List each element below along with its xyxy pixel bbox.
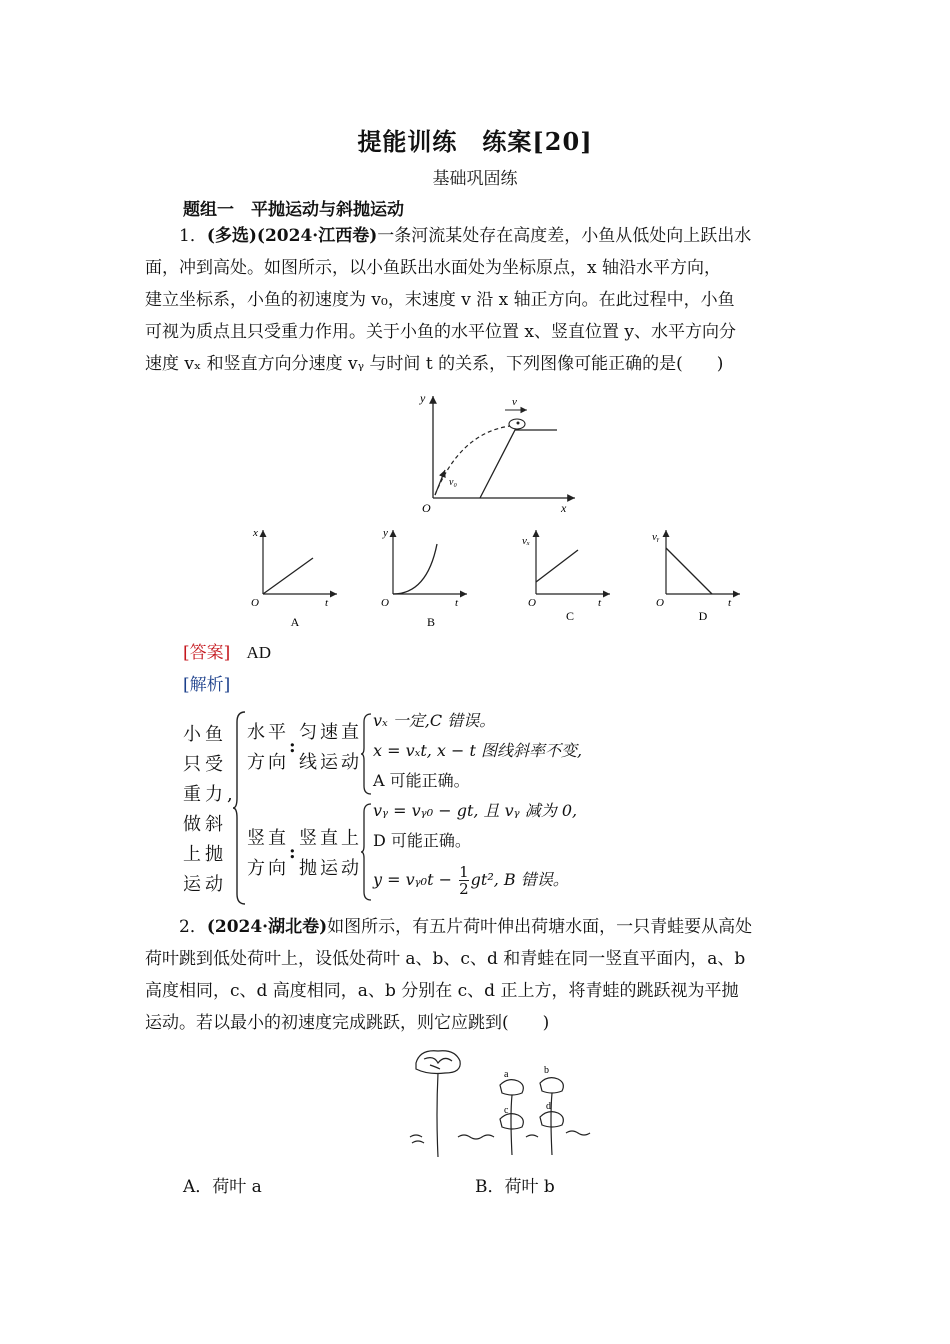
choice-b[interactable]: B．荷叶 b — [475, 1177, 555, 1197]
answer-tag: [答案] — [183, 643, 231, 663]
q1-line4: 可视为质点且只受重力作用。关于小鱼的水平位置 x、竖直位置 y、水平方向分 — [145, 322, 736, 342]
option-c-curve — [536, 550, 578, 582]
option-a-curve — [263, 558, 313, 594]
option-b-ylabel: y — [383, 527, 388, 539]
vertical-brace-icon — [361, 802, 373, 902]
option-b-graph — [375, 524, 475, 630]
horizontal-details: vₓ 一定,C 错误。 x = vₓt, x − t 图线斜率不变, A 可能正确。 — [373, 711, 583, 790]
high-stem — [437, 1073, 438, 1157]
q2-line1: 2．(2024·湖北卷)如图所示，有五片荷叶伸出荷塘水面，一只青蛙要从高处 — [179, 917, 753, 937]
fig-x-label: x — [561, 501, 567, 515]
option-d-curve — [666, 548, 712, 594]
option-c-label: C — [565, 609, 575, 623]
question-2 — [145, 911, 807, 1039]
q2-line4: 运动。若以最小的初速度完成跳跃，则它应跳到( ) — [145, 1013, 550, 1033]
option-d-xlabel: t — [728, 597, 732, 609]
page-title: 提能训练 练案[20] — [357, 127, 593, 156]
vertical-details: vᵧ = vᵧ₀ − gt, 且 vᵧ 减为 0, D 可能正确。 y = vᵧ₀t − $\frac{1}{2}$ gt², B 错误。 — [373, 801, 578, 898]
river-bank — [480, 430, 557, 498]
leaf-a-label: a — [504, 1069, 509, 1080]
vertical-motion: 竖直上 抛运动 — [299, 828, 362, 879]
option-c-origin: O — [528, 597, 536, 609]
option-d-ylabel: vᵧ — [652, 531, 660, 543]
fish-eye-icon — [517, 422, 520, 425]
q1-line1: 1．(多选)(2024·江西卷)一条河流某处存在高度差，小鱼从低处向上跃出水 — [179, 226, 752, 246]
option-b-origin: O — [381, 597, 389, 609]
q1-answer-row — [183, 638, 271, 663]
section-subtitle: 基础巩固练 — [432, 169, 518, 189]
fig-v0-label: v₀ — [449, 477, 457, 488]
fraction-half: $\frac{1}{2}$ — [459, 863, 469, 898]
leaf-b-label: b — [544, 1065, 549, 1076]
group-heading: 题组一 平抛运动与斜抛运动 — [183, 200, 404, 220]
horizontal-direction: 水平 方向 — [247, 722, 289, 773]
outer-brace-icon — [233, 710, 247, 906]
option-a-label: A — [290, 615, 300, 629]
v0-arrow — [435, 470, 445, 495]
analysis-diagram: 小鱼 只受 重力, 做斜 上抛 运动 水平 方向 : 匀速直 线运动 vₓ 一定,C 错误。 x = vₓt, x − t 图线斜率不变, A 可能正确。 竖直 方向 : 竖直上 抛运动 vᵧ = vᵧ₀ − gt, 且 vᵧ 减为 0, D 可能正确。 y = vᵧ₀t − $\frac{1}{2}$ gt², B 错误。 — [183, 710, 643, 910]
option-d-graph — [648, 524, 748, 630]
vertical-direction: 竖直 方向 — [247, 828, 289, 879]
leaf-b-icon — [540, 1078, 563, 1093]
fig-y-label: y — [420, 391, 426, 405]
fig-origin-label: O — [422, 501, 431, 515]
option-c-xlabel: t — [598, 597, 602, 609]
option-a-xlabel: t — [325, 597, 329, 609]
horizontal-motion: 匀速直 线运动 — [299, 722, 362, 773]
fig-v-label: v — [512, 396, 517, 408]
option-a-graph — [245, 524, 345, 630]
option-b-xlabel: t — [455, 597, 459, 609]
leaf-d-icon — [540, 1112, 563, 1127]
analysis-tag: [解析] — [183, 675, 231, 695]
choice-a[interactable]: A．荷叶 a — [183, 1177, 262, 1197]
q2-line3: 高度相同，c、d 高度相同，a、b 分别在 c、d 正上方，将青蛙的跳跃视为平抛 — [145, 981, 739, 1001]
lotus-figure — [400, 1045, 600, 1165]
option-a-ylabel: x — [253, 527, 258, 539]
leaf-a-icon — [500, 1080, 523, 1095]
option-d-origin: O — [656, 597, 664, 609]
option-c-graph — [518, 524, 618, 630]
q1-line5: 速度 vₓ 和竖直方向分速度 vᵧ 与时间 t 的关系，下列图像可能正确的是( ) — [145, 354, 724, 374]
option-d-label: D — [698, 609, 708, 623]
question-1 — [145, 220, 807, 380]
leaf-c-label: c — [504, 1105, 509, 1116]
q2-line2: 荷叶跳到低处荷叶上，设低处荷叶 a、b、c、d 和青蛙在同一竖直平面内，a、b — [145, 949, 746, 969]
answer-value: AD — [246, 643, 272, 662]
leaf-d-label: d — [546, 1101, 551, 1112]
analysis-subject: 小鱼 只受 重力, 做斜 上抛 运动 — [183, 724, 237, 895]
option-b-curve — [393, 544, 437, 594]
option-a-origin: O — [251, 597, 259, 609]
q1-line2: 面，冲到高处。如图所示，以小鱼跃出水面处为坐标原点，x 轴沿水平方向， — [145, 258, 721, 278]
q1-line3: 建立坐标系，小鱼的初速度为 v₀，末速度 v 沿 x 轴正方向。在此过程中，小鱼 — [145, 290, 735, 310]
horizontal-brace-icon — [361, 712, 373, 796]
option-b-label: B — [426, 615, 436, 629]
option-c-ylabel: vₓ — [522, 535, 531, 547]
fish-jump-figure — [405, 388, 595, 518]
